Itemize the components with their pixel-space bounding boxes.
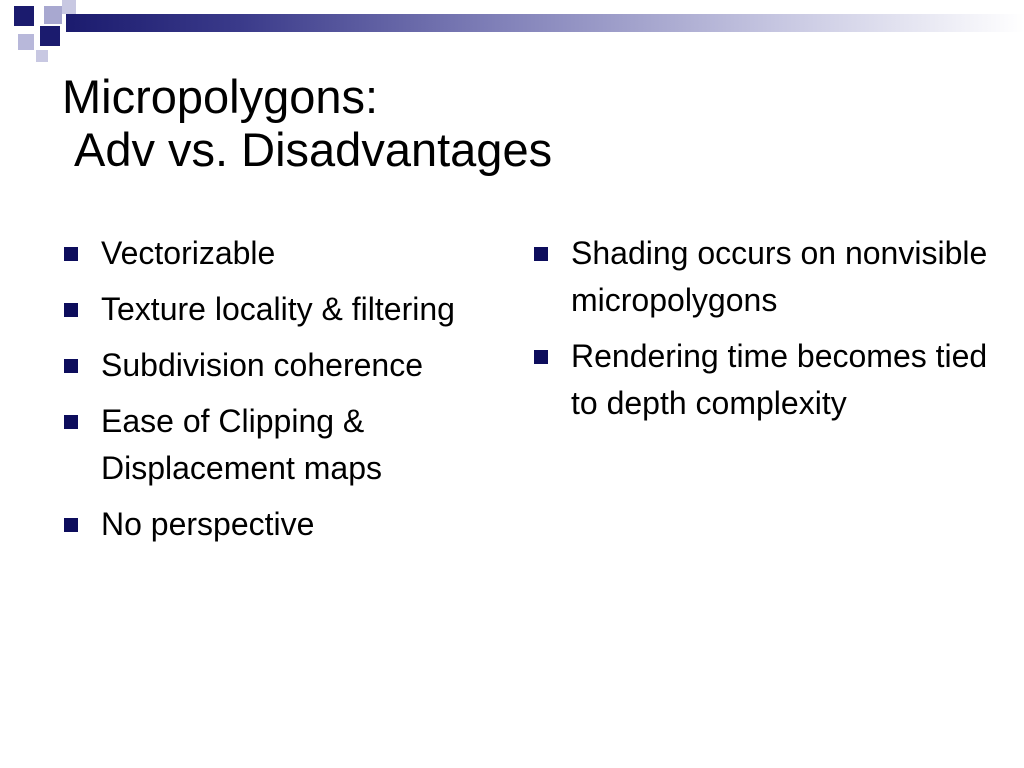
advantages-list [64,230,484,557]
list-item [64,501,484,548]
list-item [64,342,484,389]
list-item [64,286,484,333]
list-item-text: No perspective [101,506,315,542]
list-item-text: Shading occurs on nonvisible micropolygons [571,235,988,318]
square-bullet-icon [64,303,78,317]
list-item [534,333,994,427]
list-item-text: Subdivision coherence [101,347,423,383]
list-item [64,230,484,277]
list-item-text: Vectorizable [101,235,276,271]
deco-square [18,34,34,50]
list-item-text: Texture locality & filtering [101,291,455,327]
deco-square [14,6,34,26]
deco-square [36,50,48,62]
deco-square [62,0,76,14]
header-decoration [0,0,1024,60]
square-bullet-icon [64,359,78,373]
square-bullet-icon [64,415,78,429]
list-item [534,230,994,324]
square-bullet-icon [534,247,548,261]
slide-title [62,70,962,176]
square-bullet-icon [534,350,548,364]
slide-title-line-1: Micropolygons: [62,70,379,123]
deco-square [40,26,60,46]
list-item-text: Ease of Clipping & Displacement maps [101,403,382,486]
slide-title-line-2: Adv vs. Disadvantages [74,123,553,176]
deco-square [44,6,62,24]
disadvantages-list [534,230,994,436]
square-bullet-icon [64,518,78,532]
list-item-text: Rendering time becomes tied to depth complexity [571,338,988,421]
list-item [64,398,484,492]
header-gradient-bar [66,14,1024,32]
square-bullet-icon [64,247,78,261]
